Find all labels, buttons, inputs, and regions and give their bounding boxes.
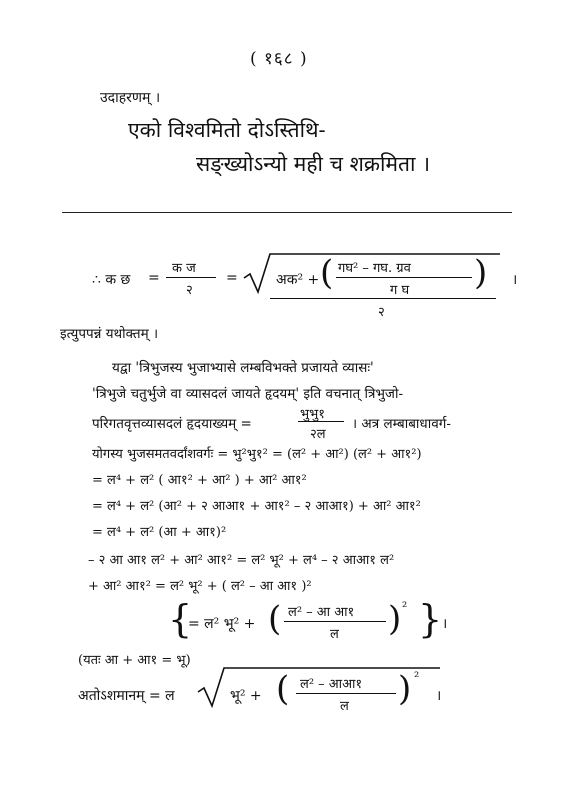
math-line-1: योगस्य भुजसमतवर्दांशवर्गः = भु²भु१² = (ल² + आ²) (ल² + आ१²): [92, 447, 422, 462]
formula1-lhs: ∴ क छ: [92, 272, 131, 288]
formula1-frac-bar: [166, 277, 216, 278]
math-line-2: = ल⁴ + ल² ( आ१² + आ² ) + आ² आ१²: [92, 473, 307, 488]
since-line: (यतः आ + आ१ = भू): [78, 653, 191, 668]
formula1-outer-den: २: [378, 305, 385, 320]
formula1-close-paren: ): [474, 253, 488, 293]
prose-line-1: यद्वा 'त्रिभुजस्य भुजाभ्यासे लम्बविभक्ते प्रजायते व्यासः': [112, 360, 374, 376]
formula1-inner-bar: [336, 277, 472, 278]
formula2-frac-bar: [284, 621, 386, 622]
formula1-eq1: =: [148, 270, 160, 286]
formula1-rad-term1: अक² +: [276, 272, 320, 288]
formula2-open-paren: (: [268, 599, 282, 639]
formula2-open-brace: {: [168, 597, 193, 641]
formula1-frac-num: क ज: [172, 261, 196, 276]
verse-line-2: सङ्ख्योऽन्यो मही च शक्रमिता ।: [196, 152, 431, 176]
formula2-close-paren: ): [388, 599, 402, 639]
formula1-outer-bar: [270, 298, 496, 299]
formula1-frac-den: २: [186, 283, 193, 298]
prose-frac-den: २ल: [310, 427, 326, 442]
horizontal-rule: [62, 212, 512, 213]
formula2-den: ल: [330, 627, 339, 642]
math-line-3: = ल⁴ + ल² (आ² + २ आआ१ + आ१² – २ आआ१) + आ² आ१²: [92, 499, 421, 514]
prose-frac-num: भुभु१: [300, 407, 326, 422]
verse-line-1: एको विश्वमितो दोऽस्तिथि-: [128, 118, 326, 142]
formula1-open-paren: (: [320, 253, 334, 293]
formula3-lhs: अतोऽशमानम् = ल: [78, 688, 175, 704]
formula3-open-paren: (: [276, 669, 290, 709]
example-heading: उदाहरणम् ।: [100, 90, 161, 106]
formula3-square: ²: [414, 670, 420, 685]
formula3-den: ल: [340, 699, 349, 714]
formula1-eq2: =: [226, 270, 238, 286]
formula2-lhs: = ल² भू² +: [188, 616, 256, 632]
prose-line-3a: परिगतवृत्तव्यासदलं हृदयाख्यम् =: [92, 416, 252, 432]
prose-frac-bar: [298, 421, 344, 422]
formula2-end: ।: [442, 616, 448, 632]
proved-line: इत्युपपन्नं यथोक्तम् ।: [60, 326, 159, 342]
math-line-5: – २ आ आ१ ल² + आ² आ१² = ल² भू² + ल⁴ – २ आआ१ ल²: [88, 553, 395, 568]
formula2-close-brace: }: [418, 597, 443, 641]
formula3-num: ल² – आआ१: [300, 677, 363, 692]
formula2-num: ल² – आ आ१: [288, 605, 355, 620]
formula3-term: भू² +: [230, 688, 262, 704]
formula1-end: ।: [512, 272, 518, 288]
formula1-inner-num: गघ² – गघ. ग्रव: [338, 261, 411, 276]
formula2-square: ²: [402, 600, 408, 615]
math-line-4: = ल⁴ + ल² (आ + आ१)²: [92, 525, 227, 540]
formula1-inner-den: ग घ: [390, 283, 410, 298]
prose-line-3b: । अत्र लम्बाबाधावर्ग-: [352, 416, 451, 432]
formula3-frac-bar: [296, 693, 396, 694]
prose-line-2: 'त्रिभुजे चतुर्भुजे वा व्यासदलं जायते हृदयम्' इति वचनात् त्रिभुजो-: [92, 386, 404, 402]
page-number: ( १६८ ): [250, 49, 308, 69]
formula3-close-paren: ): [398, 669, 412, 709]
formula3-end: ।: [436, 688, 442, 704]
math-line-6: + आ² आ१² = ल² भू² + ( ल² – आ आ१ )²: [88, 579, 312, 594]
